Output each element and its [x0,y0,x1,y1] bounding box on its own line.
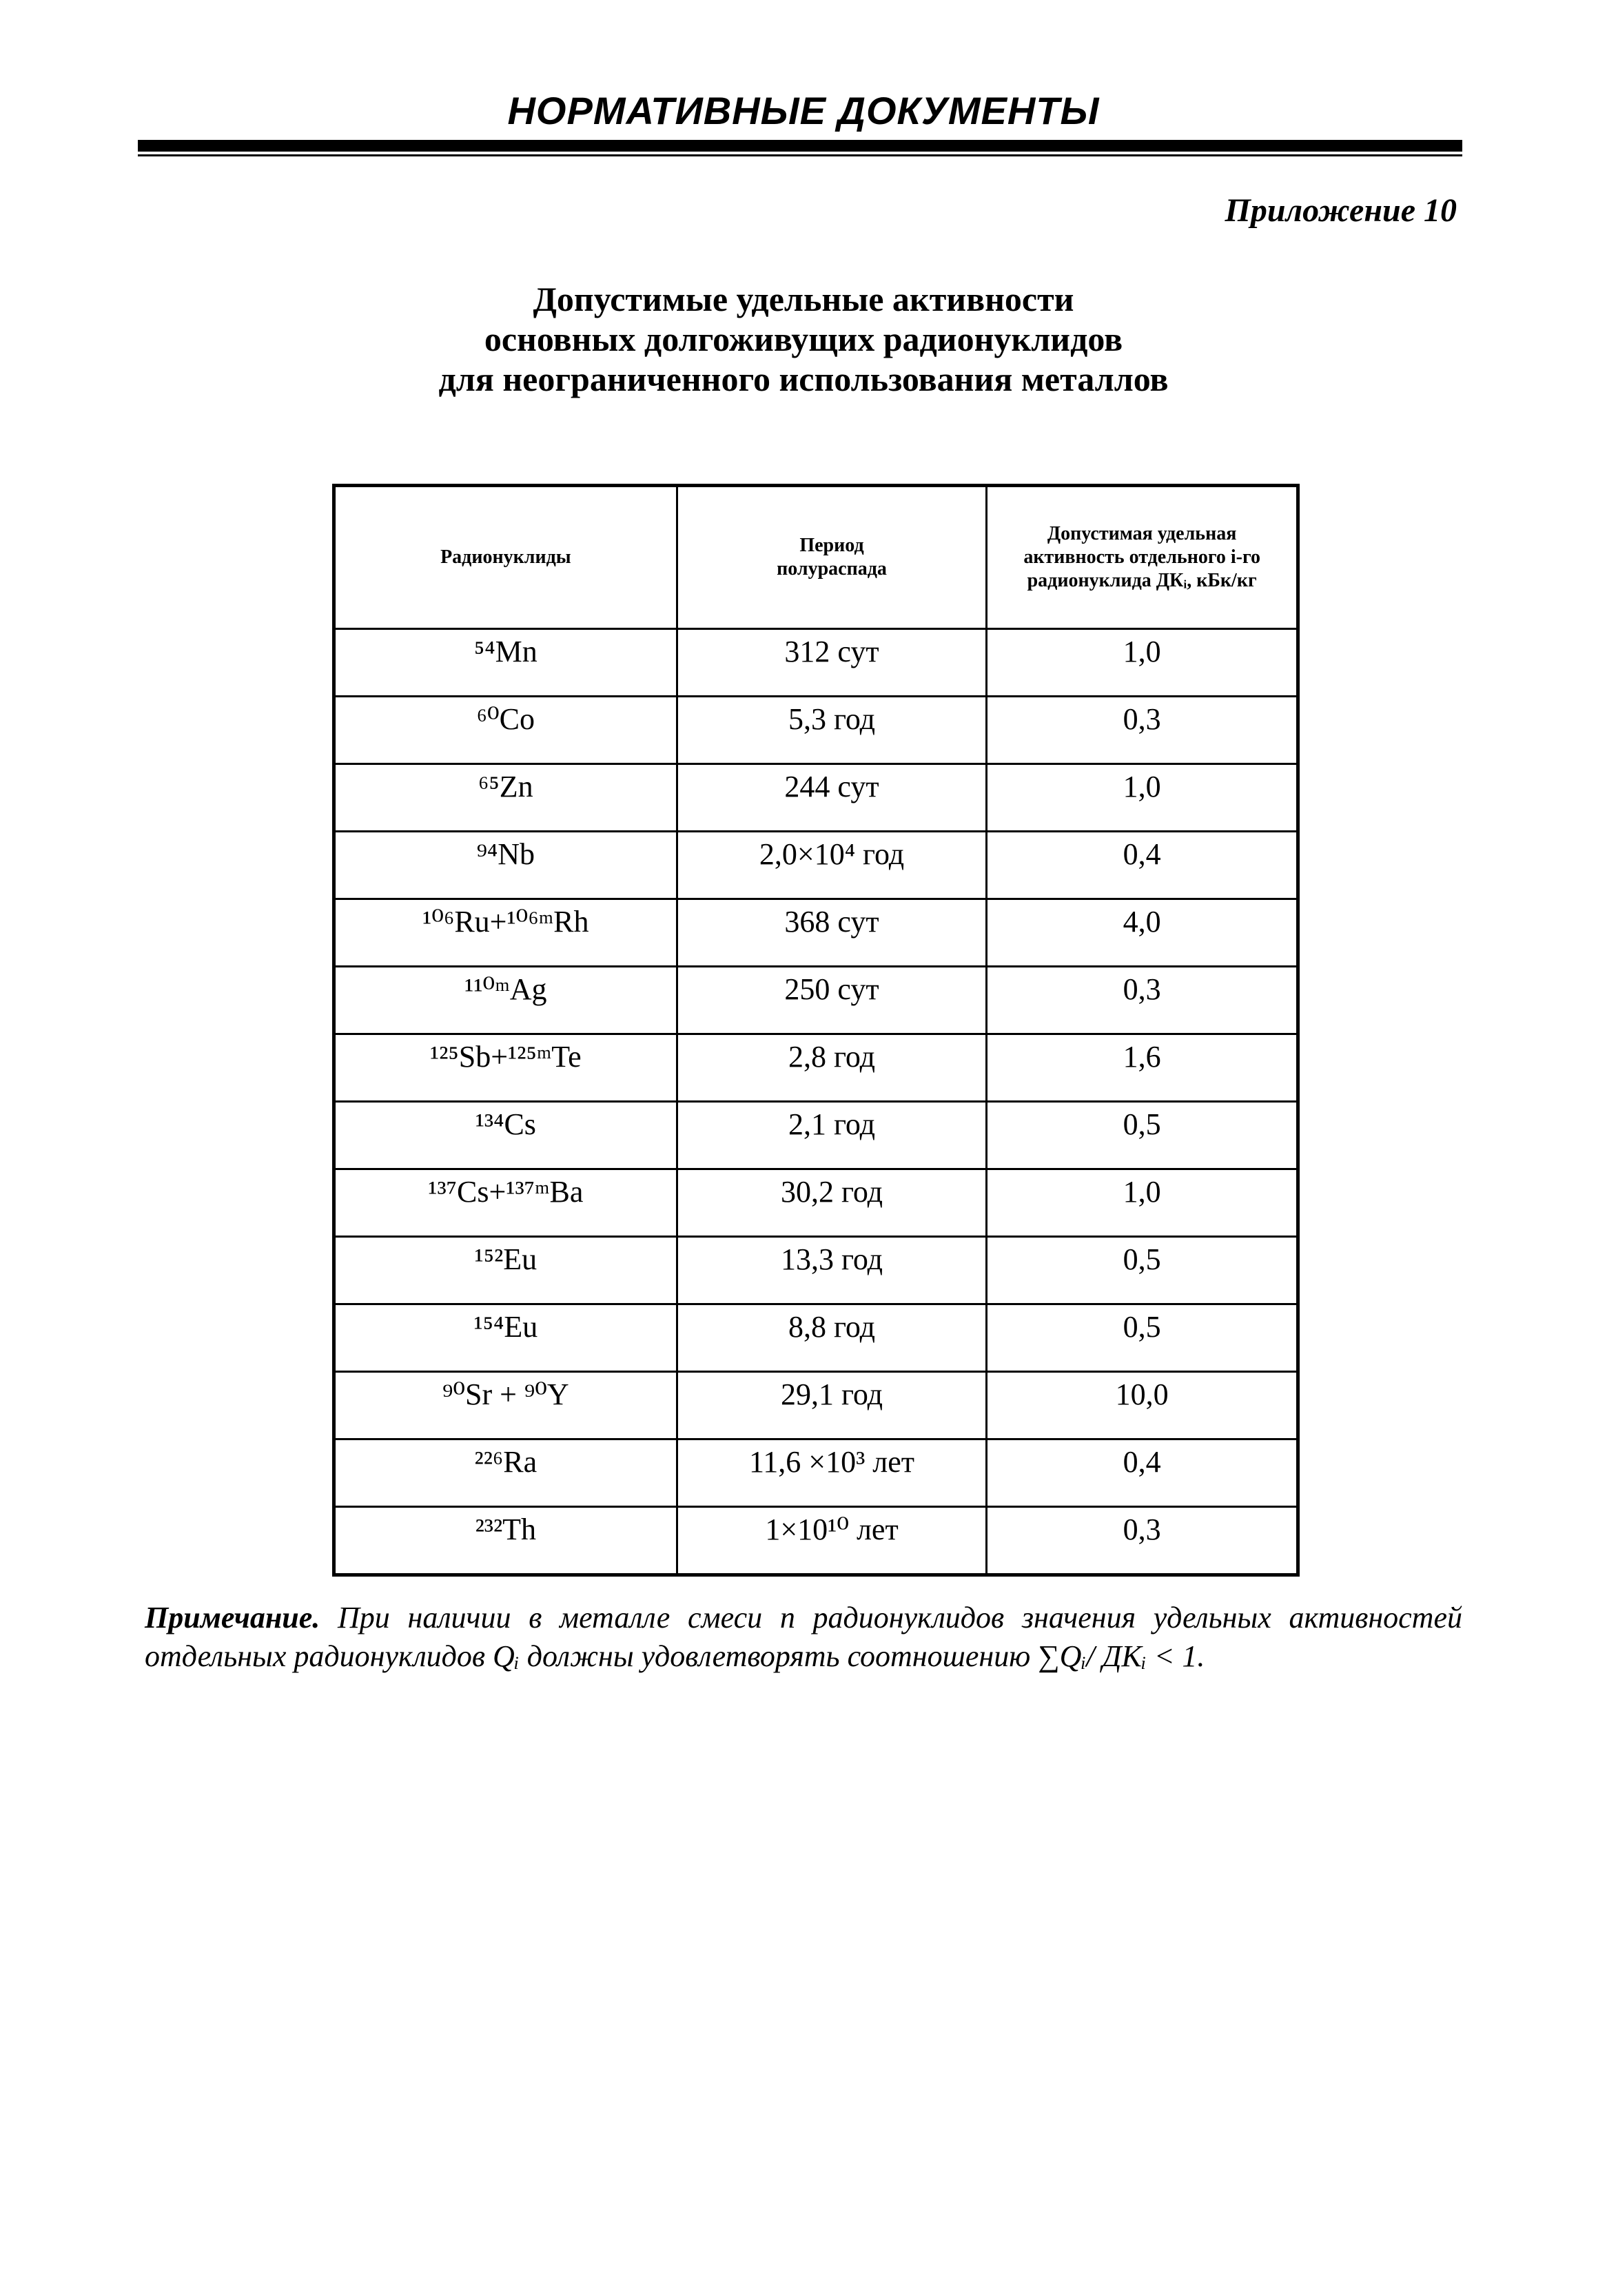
table-row [334,1372,1298,1439]
activity-cell: 0,4 [987,1439,1298,1507]
document-title-line: Допустимые удельные активности [533,280,1074,318]
document-title-line: для неограниченного использования металлов [438,360,1169,398]
document-title [0,279,1607,399]
half-life-cell: 13,3 год [677,1237,987,1304]
table-row [334,1034,1298,1102]
nuclide-cell: ¹¹⁰ᵐAg [334,967,677,1034]
half-life-cell: 5,3 год [677,697,987,764]
column-header-half-life [677,486,987,629]
column-header-line: радионуклида ДКᵢ, кБк/кг [1027,570,1257,591]
table-row [334,967,1298,1034]
column-header-line: полураспада [777,558,887,580]
table-row [334,1439,1298,1507]
half-life-cell: 2,0×10⁴ год [677,832,987,899]
nuclide-cell: ²³²Th [334,1507,677,1575]
activity-cell: 0,3 [987,1507,1298,1575]
table-row [334,1507,1298,1575]
note-text: При наличии в металле смеси n радионуклидов значения удельных активностей отдельных радионуклидов Qᵢ должны удовлетворять соотношению ∑Qᵢ/ ДКᵢ < 1. [145,1601,1462,1673]
activity-cell: 1,0 [987,764,1298,832]
note-paragraph [145,1599,1462,1676]
note-label: Примечание. [145,1601,320,1634]
table-row [334,1169,1298,1237]
half-life-cell: 30,2 год [677,1169,987,1237]
nuclide-cell: ⁶⁵Zn [334,764,677,832]
half-life-cell: 368 сут [677,899,987,967]
activity-cell: 1,0 [987,629,1298,697]
nuclide-cell: ⁶⁰Co [334,697,677,764]
half-life-cell: 2,8 год [677,1034,987,1102]
nuclide-cell: ¹⁰⁶Ru+¹⁰⁶ᵐRh [334,899,677,967]
table-header-row [334,486,1298,629]
activity-cell: 0,5 [987,1237,1298,1304]
half-life-cell: 244 сут [677,764,987,832]
header-divider-thick [138,140,1462,152]
activity-cell: 10,0 [987,1372,1298,1439]
activity-cell: 0,3 [987,697,1298,764]
appendix-label: Приложение 10 [1225,192,1457,229]
table-row [334,899,1298,967]
activity-cell: 1,6 [987,1034,1298,1102]
nuclide-cell: ¹⁵⁴Eu [334,1304,677,1372]
half-life-cell: 11,6 ×10³ лет [677,1439,987,1507]
nuclide-cell: ⁵⁴Mn [334,629,677,697]
activity-cell: 0,3 [987,967,1298,1034]
nuclide-cell: ²²⁶Ra [334,1439,677,1507]
half-life-cell: 312 сут [677,629,987,697]
activity-cell: 0,5 [987,1304,1298,1372]
table-row [334,1304,1298,1372]
activity-cell: 4,0 [987,899,1298,967]
table-row [334,697,1298,764]
column-header-nuclides: Радионуклиды [334,486,677,629]
activity-cell: 0,5 [987,1102,1298,1169]
document-title-line: основных долгоживущих радионуклидов [484,320,1123,358]
header-divider-thin [138,154,1462,156]
activity-cell: 1,0 [987,1169,1298,1237]
activity-cell: 0,4 [987,832,1298,899]
column-header-line: Период [799,535,864,556]
table-row [334,1237,1298,1304]
half-life-cell: 8,8 год [677,1304,987,1372]
column-header-line: активность отдельного i-го [1023,546,1260,568]
page-header-title: НОРМАТИВНЫЕ ДОКУМЕНТЫ [507,89,1100,132]
column-header-line: Допустимая удельная [1047,523,1237,544]
half-life-cell: 1×10¹⁰ лет [677,1507,987,1575]
half-life-cell: 29,1 год [677,1372,987,1439]
half-life-cell: 250 сут [677,967,987,1034]
radionuclide-table [332,484,1300,1577]
nuclide-cell: ¹²⁵Sb+¹²⁵ᵐTe [334,1034,677,1102]
half-life-cell: 2,1 год [677,1102,987,1169]
table-row [334,832,1298,899]
table-row [334,1102,1298,1169]
nuclide-cell: ¹³⁴Cs [334,1102,677,1169]
column-header-activity [987,486,1298,629]
nuclide-cell: ¹³⁷Cs+¹³⁷ᵐBa [334,1169,677,1237]
nuclide-cell: ⁹⁰Sr + ⁹⁰Y [334,1372,677,1439]
table-row [334,629,1298,697]
nuclide-cell: ¹⁵²Eu [334,1237,677,1304]
table-row [334,764,1298,832]
nuclide-cell: ⁹⁴Nb [334,832,677,899]
